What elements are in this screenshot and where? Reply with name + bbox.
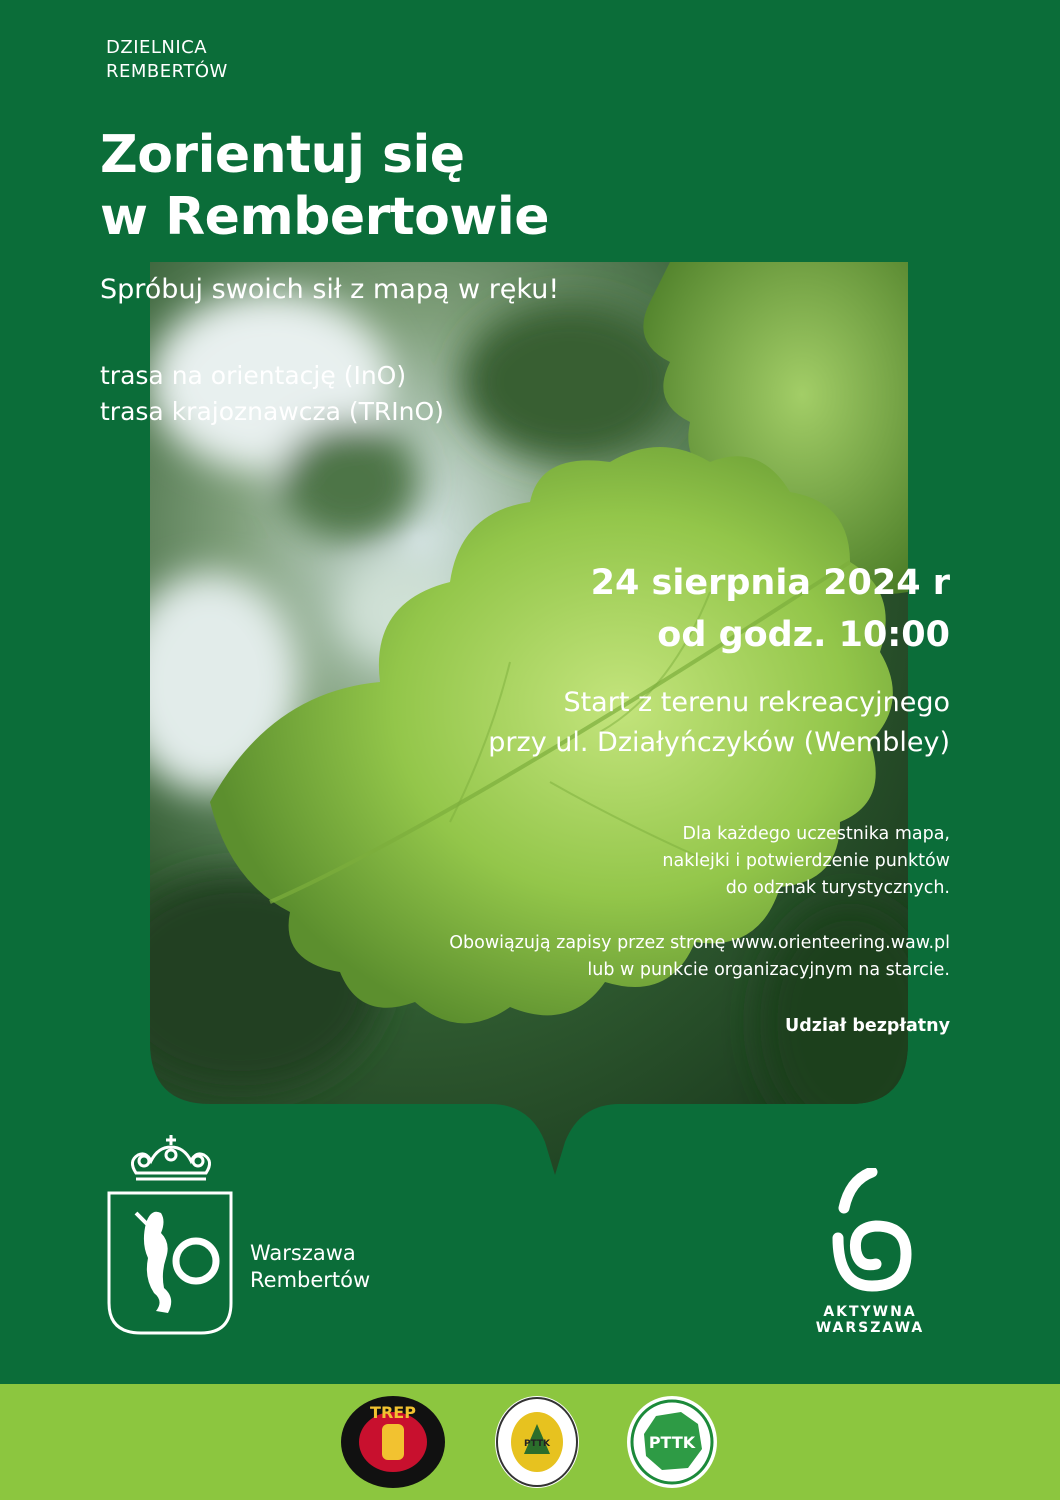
district-line-2: REMBERTÓW xyxy=(106,61,228,82)
city-label xyxy=(250,1240,370,1294)
pttk-text: PTTK xyxy=(523,1439,551,1449)
page-title xyxy=(100,124,549,248)
subtitle: Spróbuj swoich sił z mapą w ręku! xyxy=(100,274,560,305)
free-entry-label: Udział bezpłatny xyxy=(785,1016,950,1036)
district-label xyxy=(106,36,228,84)
city-line-2: Rembertów xyxy=(250,1268,371,1292)
pttk-praga-badge xyxy=(494,1394,580,1494)
district-line-1: DZIELNICA xyxy=(106,37,208,58)
start-line-1: Start z terenu rekreacyjnego xyxy=(563,687,950,718)
route-item: trasa krajoznawcza (TRInO) xyxy=(100,397,444,426)
benefits-info xyxy=(662,821,950,902)
city-line-1: Warszawa xyxy=(250,1241,356,1265)
aktywna-line-1: AKTYWNA xyxy=(823,1304,917,1320)
aktywna-warszawa-logo xyxy=(810,1168,930,1336)
registration-info xyxy=(449,930,950,984)
title-line-1: Zorientuj się xyxy=(100,125,465,185)
start-location xyxy=(488,683,950,763)
start-line-2: przy ul. Działyńczyków (Wembley) xyxy=(488,727,950,758)
aktywna-line-2: WARSZAWA xyxy=(815,1320,925,1336)
registration-line: lub w punkcie organizacyjnym na starcie. xyxy=(587,960,950,980)
date-text: 24 sierpnia 2024 r xyxy=(590,563,950,603)
route-list xyxy=(100,358,444,430)
pttk-label: PTTK xyxy=(648,1433,696,1452)
benefit-line: do odznak turystycznych. xyxy=(725,878,950,898)
trep-text: TREP xyxy=(370,1403,416,1422)
aktywna-swirl-icon xyxy=(810,1168,930,1296)
benefit-line: naklejki i potwierdzenie punktów xyxy=(662,851,950,871)
warsaw-crest-logo xyxy=(106,1133,236,1347)
route-item: trasa na orientację (InO) xyxy=(100,361,407,390)
pttk-badge xyxy=(626,1394,718,1494)
trep-club-badge xyxy=(340,1394,446,1494)
time-text: od godz. 10:00 xyxy=(657,615,950,655)
title-line-2: w Rembertowie xyxy=(100,187,549,247)
benefit-line: Dla każdego uczestnika mapa, xyxy=(682,824,950,844)
event-date xyxy=(591,557,950,661)
registration-line[interactable]: Obowiązują zapisy przez stronę www.orienteering.waw.pl xyxy=(449,933,950,953)
